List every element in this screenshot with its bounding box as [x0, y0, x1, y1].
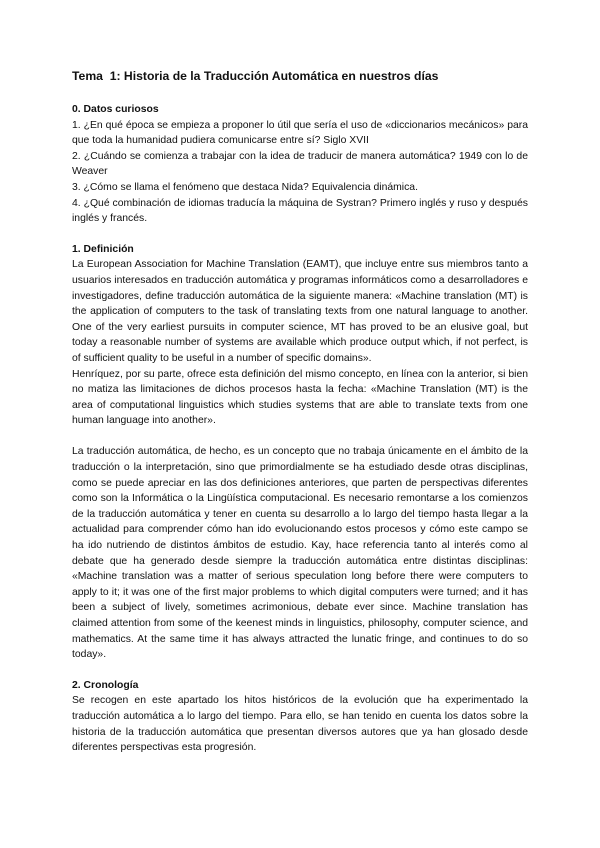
paragraph: Henríquez, por su parte, ofrece esta definición del mismo concepto, en línea con la anterior, si bien no matiza las limitaciones de dichos procesos hasta la fecha: «Machine Translation (MT) is the area of computational linguistics which studies systems that are able to translate texts from one human language into another». [72, 368, 528, 427]
section-heading: 1. Definición [72, 243, 134, 255]
section-cronologia [72, 678, 528, 756]
document-page [72, 68, 528, 771]
section-heading: 2. Cronología [72, 679, 139, 691]
section-datos-curiosos [72, 102, 528, 227]
list-item: 3. ¿Cómo se llama el fenómeno que destaca Nida? Equivalencia dinámica. [72, 181, 418, 193]
paragraph: La traducción automática, de hecho, es un concepto que no trabaja únicamente en el ámbito de la traducción o la interpretación, sino que primordialmente se ha estudiado desde otras disciplinas, como se puede apreciar en las dos definiciones anteriores, que parten de perspectivas diferentes como son la Informática o la Lingüística computacional. Es necesario remontarse a los comienzos de la traducción automática y tener en cuenta su desarrollo a lo largo del tiempo hasta llegar a la actualidad para comprender cómo han ido evolucionando estos procesos y cómo este campo se ha ido nutriendo de distintos ámbitos de estudio. Kay, hace referencia tanto al interés como al debate que ha generado desde siempre la traducción automática entre distintas disciplinas: «Machine translation was a matter of serious speculation long before there were computers to apply to it; it was one of the first major problems to which digital computers were turned; and it has been a subject of lively, sometimes acrimonious, debate ever since. Machine translation has claimed attention from some of the keenest minds in linguistics, philosophy, computer science, and mathematics. At the same time it has always attracted the lunatic fringe, and continues to do so today». [72, 446, 528, 661]
paragraph: La European Association for Machine Translation (EAMT), que incluye entre sus miembros tanto a usuarios interesados en traducción automática y programas informáticos como a desarrolladores e investigadores, define traducción automática de la siguiente manera: «Machine translation (MT) is the application of computers to the task of translating texts from one natural language to another. One of the very earliest pursuits in computer science, MT has proved to be an elusive goal, but today a reasonable number of systems are available which produce output which, if not perfect, is of sufficient quality to be useful in a number of specific domains». [72, 259, 528, 364]
paragraph-gap [72, 429, 528, 445]
paragraph: Se recogen en este apartado los hitos históricos de la evolución que ha experimentado la traducción automática a lo largo del tiempo. Para ello, se han tenido en cuenta los datos sobre la historia de la traducción automática que presentan diversos autores que ya han glosado desde diferentes perspectivas esta progresión. [72, 695, 528, 754]
document-title: Tema 1: Historia de la Traducción Automática en nuestros días [72, 69, 439, 83]
section-definicion [72, 242, 528, 663]
list-item: 4. ¿Qué combinación de idiomas traducía la máquina de Systran? Primero inglés y ruso y después inglés y francés. [72, 197, 528, 225]
list-item: 1. ¿En qué época se empieza a proponer lo útil que sería el uso de «diccionarios mecánicos» para que toda la humanidad pudiera comunicarse entre sí? Siglo XVII [72, 119, 528, 147]
section-heading: 0. Datos curiosos [72, 104, 159, 115]
list-item: 2. ¿Cuándo se comienza a trabajar con la idea de traducir de manera automática? 1949 con lo de Weaver [72, 150, 528, 178]
